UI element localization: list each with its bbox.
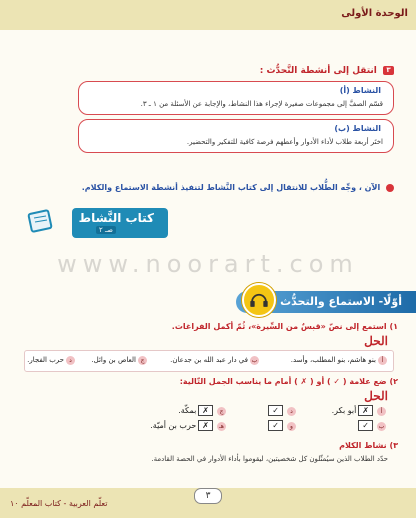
step-text: انتقل إلى أنشطة التَّحدُّث :: [259, 66, 377, 76]
tick-answer: ج✗بمكّة.: [178, 405, 226, 416]
question-1-answers: [24, 350, 394, 372]
question-1-solution-label: الحل: [364, 334, 388, 348]
page-number: ٣: [194, 488, 222, 504]
instruction-text: الآن ، وجِّه الطُّلاب للانتقال إلى كتاب النَّشاط لتنفيذ أنشطة الاستماع والكلام.: [81, 183, 381, 192]
tick-answer: ب✓: [356, 420, 386, 431]
section-title: أوّلًا- الاستماع والتحدُّث: [280, 295, 402, 308]
question-3-text: ٣) نشاط الكلام: [339, 441, 398, 450]
instruction-line: [82, 183, 394, 192]
step-badge: ٣: [383, 66, 394, 75]
activity-a-box: [78, 81, 394, 115]
question-3: [339, 441, 398, 450]
unit-title: الوحدة الأولى: [341, 8, 408, 19]
tick-answer: و✓: [266, 420, 296, 431]
activity-b-box: [78, 119, 394, 153]
activity-b-title: النشاط (ب): [334, 124, 381, 133]
tick-answer: د✓: [266, 405, 296, 416]
tick-answer: أ✗أبو بكر.: [332, 405, 386, 416]
question-2: [180, 377, 398, 386]
activity-book-title: كتاب النَّشاط: [78, 211, 154, 225]
bullet-icon: [386, 184, 394, 192]
step-heading: [260, 66, 394, 76]
watermark: www.noorart.com: [57, 250, 359, 278]
answer-item: جالعاص بن وائل.: [91, 356, 147, 365]
answer-item: بفي دار عبد الله بن جدعان.: [170, 356, 258, 364]
headphones-icon: [242, 283, 276, 317]
question-1: [172, 322, 398, 331]
answer-item: دحرب الفجار.: [27, 356, 75, 365]
activity-book-page: صـ ٢: [96, 226, 116, 234]
answer-item: أبنو هاشم، بنو المطلب، وأسد.: [291, 356, 387, 365]
page-header: [0, 0, 416, 30]
footer-text: تعلّم العربية - كتاب المعلّم ١٠: [10, 499, 108, 508]
activity-a-text: قسّم الصفَّ إلى مجموعات صغيرة لإجراء هذا النشاط، والإجابة عن الأسئلة من ١ ـ ٣.: [140, 100, 383, 108]
tick-answer: هـ✗حرب بن أميّة.: [150, 420, 226, 431]
question-3-body: حدّد الطلاب الذين سيُمثّلون كل شخصيتين، ليقوموا بأداء الأدوار في الحصة القادمة.: [151, 455, 388, 463]
question-2-solution-label: الحل: [364, 389, 388, 403]
question-1-text: ١) استمع إلى نصّ «قبسٌ من السِّيرة»، ثُمّ أكمل الفراغات.: [171, 322, 398, 331]
notebook-icon: [26, 206, 56, 236]
page-footer: [0, 488, 416, 518]
question-2-text: ٢) ضع علامة ( ✓ ) أو ( ✗ ) أمام ما يناسب الجمل التّالية:: [179, 377, 398, 386]
activity-a-title: النشاط (أ): [339, 86, 381, 95]
activity-b-text: اختَر أربعة طلاب لأداء الأدوار وأعطهم فرصة كافية للتفكير والتحضير.: [186, 138, 383, 146]
